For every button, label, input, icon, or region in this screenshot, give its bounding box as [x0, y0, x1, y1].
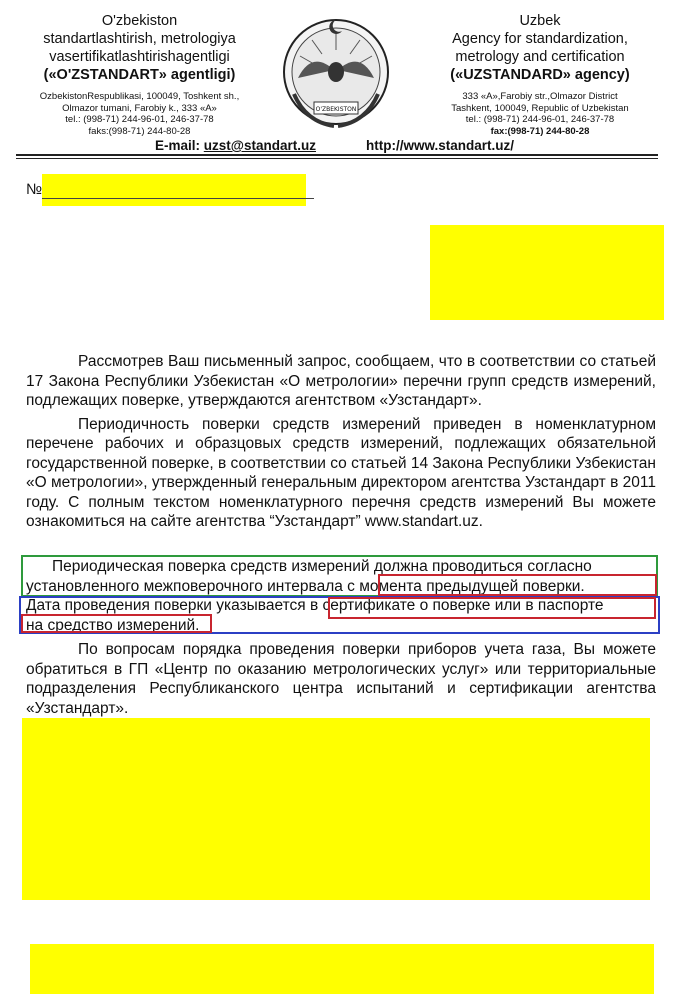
red-annotation-box	[328, 597, 656, 619]
email-row	[155, 138, 316, 153]
org-short-name-en: («UZSTANDARD» agency)	[450, 67, 630, 83]
emblem-ribbon-text: O'ZBEKISTON	[315, 106, 357, 113]
letter-body	[26, 352, 656, 532]
highlight-text: Дата проведения поверки указывается	[26, 597, 310, 614]
header-divider-thin	[16, 158, 658, 159]
doc-number-underline	[42, 198, 314, 199]
paragraph: По вопросам порядка проведения поверки приборов учета газа, Вы можете обратиться в ГП «Центр по оказанию метрологических услуг» или территориальные подразделения Республиканского центра испытаний и сертификации агентства «Узстандарт».	[26, 641, 656, 717]
paragraph: Периодичность поверки средств измерений приведен в номенклатурном перечене рабочих и образцовых средств измерений, подлежащих обязательной государственной поверке, в соответствии со статьей 14 Закона Республики Узбекистан «О метрологии», утвержденный генеральным директором агентства Узстандарт в 2011 году. С полным текстом номенклатурного перечня средств измерений Вы можете ознакомиться на сайте агентства “Узстандарт” www.standart.uz.	[26, 415, 656, 530]
email-label: E-mail:	[155, 138, 201, 153]
doc-number-label: №	[26, 181, 43, 198]
redacted-footer	[30, 944, 654, 994]
redacted-recipient	[430, 225, 664, 320]
red-annotation-box	[21, 614, 212, 633]
header-divider	[16, 154, 658, 156]
address-uz-line: Olmazor tumani, Farobiy k., 333 «A»	[62, 102, 217, 114]
org-name-uz-line: vasertifikatlashtirishagentligi	[49, 49, 230, 65]
address-en-line: Tashkent, 100049, Republic of Uzbekistan	[451, 102, 629, 114]
org-name-en-line: Agency for standardization,	[452, 31, 628, 47]
state-emblem	[276, 10, 396, 140]
address-uz-line: faks:(998-71) 244-80-28	[88, 125, 191, 137]
address-uz-line: tel.: (998-71) 244-96-01, 246-37-78	[65, 114, 214, 125]
redacted-doc-number	[42, 174, 306, 206]
highlight-text-red: в сертификате о поверке или в паспорте	[309, 597, 604, 614]
red-annotation-box	[378, 574, 657, 596]
org-name-uz-line: O'zbekiston	[101, 13, 178, 29]
org-name-en-line: metrology and certification	[455, 49, 625, 65]
fax-en: fax:(998-71) 244-80-28	[490, 125, 590, 137]
header-right-org	[420, 12, 660, 137]
address-uz-line: OzbekistonRespublikasi, 100049, Toshkent sh.,	[39, 91, 240, 102]
org-name-uz-line: standartlashtirish, metrologiya	[43, 31, 236, 47]
highlight-line: на средство измерений.	[26, 616, 200, 634]
closing-block	[26, 640, 656, 718]
org-short-name-uz: («O'ZSTANDART» agentligi)	[43, 67, 236, 83]
website-link[interactable]: http://www.standart.uz/	[366, 138, 514, 153]
paragraph: Рассмотрев Ваш письменный запрос, сообщаем, что в соответствии со статьей 17 Закона Республики Узбекистан «О метрологии» перечни групп средств измерений, подлежащих поверке, утверждаются агентством «Узстандарт».	[26, 353, 656, 409]
highlight-text: установленного межповерочного интервала	[26, 577, 348, 595]
address-en-line: tel.: (998-71) 244-96-01, 246-37-78	[465, 114, 615, 125]
emblem-icon	[276, 10, 396, 140]
highlight-line: Периодическая поверка средств измерений должна проводиться согласно	[52, 558, 592, 575]
address-en-line: 333 «A»,Farobiy str.,Olmazor District	[462, 91, 618, 102]
header-left-org	[22, 12, 257, 137]
org-name-en-line: Uzbek	[519, 13, 561, 29]
redacted-signature-block	[22, 718, 650, 900]
highlight-text-red: с момента предыдущей поверки.	[347, 577, 585, 595]
email-link[interactable]: uzst@standart.uz	[203, 138, 316, 153]
